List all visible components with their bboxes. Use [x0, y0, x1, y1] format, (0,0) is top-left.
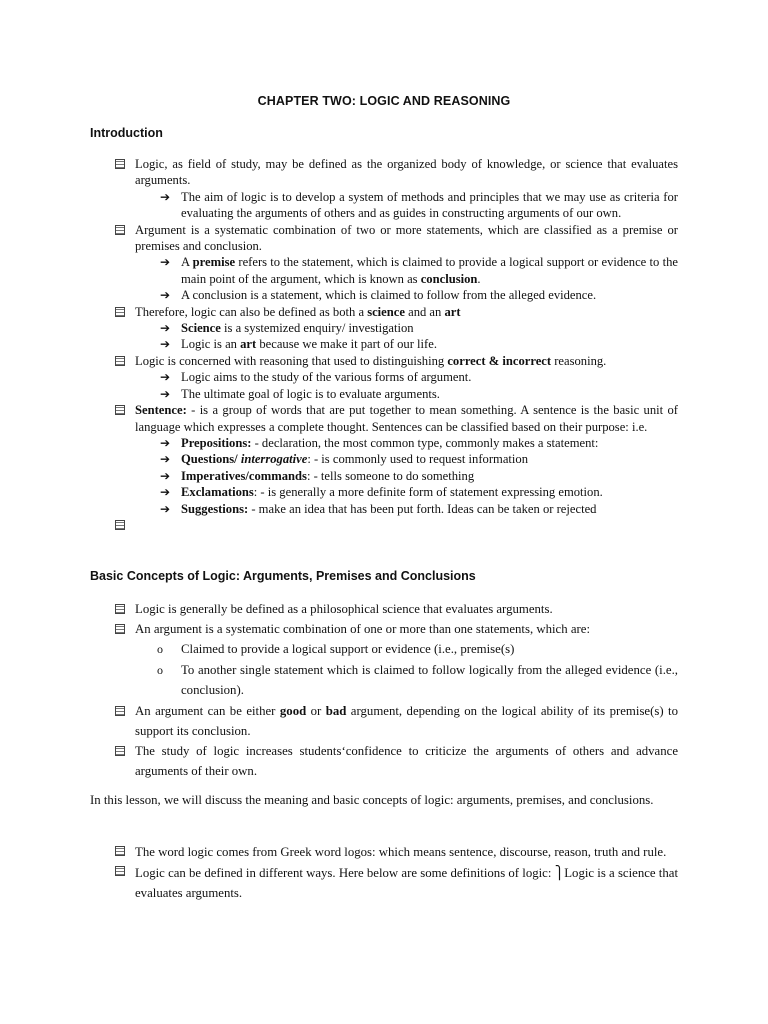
list-item: The study of logic increases students‘confidence to criticize the arguments of others and advance arguments of their own. — [0, 741, 768, 781]
book-bullet-icon — [115, 866, 125, 876]
book-bullet-icon — [115, 746, 125, 756]
arrow-bullet-icon: ➔ — [160, 321, 171, 336]
book-bullet-icon — [115, 846, 125, 856]
arrow-bullet-icon: ➔ — [160, 337, 171, 352]
concepts-list — [0, 599, 768, 781]
definitions-list — [0, 843, 768, 903]
sub-list-item: o Claimed to provide a logical support or evidence (i.e., premise(s) — [0, 639, 768, 660]
list-item: An argument is a systematic combination of one or more than one statements, which are: — [0, 619, 768, 639]
list-item: The word logic comes from Greek word logos: which means sentence, discourse, reason, truth and rule. — [0, 843, 768, 861]
list-item: Logic is generally be defined as a philosophical science that evaluates arguments. — [0, 599, 768, 619]
book-bullet-icon — [115, 225, 125, 235]
sub-list-item: ➔ Science is a systemized enquiry/ investigation — [160, 321, 414, 336]
list-item: Logic, as field of study, may be defined as the organized body of knowledge, or science that evaluates arguments. — [0, 156, 768, 189]
list-item: An argument can be either good or bad argument, depending on the logical ability of its premise(s) to support its conclusion. — [0, 701, 768, 741]
sub-list-item: ➔ Suggestions: - make an idea that has been put forth. Ideas can be taken or rejected — [160, 501, 597, 516]
list-item: Sentence: - is a group of words that are put together to mean something. A sentence is the basic unit of language which expresses a complete thought. Sentences can be classified based on their purpose: i.e. — [0, 402, 768, 435]
arrow-bullet-icon: ➔ — [160, 386, 171, 401]
arrow-bullet-icon: ➔ — [160, 485, 171, 500]
sub-list-item: ➔ Exclamations: - is generally a more definite form of statement expressing emotion. — [160, 485, 603, 500]
book-bullet-icon — [115, 307, 125, 317]
introduction-list — [0, 156, 768, 533]
book-bullet-icon — [115, 520, 125, 530]
arrow-bullet-icon: ➔ — [160, 189, 171, 204]
sub-list-item: ➔ Imperatives/commands: - tells someone to do something — [160, 468, 475, 483]
arrow-bullet-icon: ➔ — [160, 452, 171, 467]
arrow-bullet-icon: ➔ — [160, 468, 171, 483]
lesson-paragraph: In this lesson, we will discuss the meaning and basic concepts of logic: arguments, premises, and conclusions. — [90, 793, 654, 807]
book-bullet-icon — [115, 159, 125, 169]
sub-list-item: ➔ A premise refers to the statement, which is claimed to provide a logical support or evidence to the main point of the argument, which is known as conclusion. — [160, 255, 678, 286]
list-item: Therefore, logic can also be defined as both a science and an art — [0, 304, 768, 320]
sub-list-item: ➔ A conclusion is a statement, which is claimed to follow from the alleged evidence. — [160, 288, 597, 303]
book-bullet-icon — [115, 356, 125, 366]
book-bullet-icon — [115, 624, 125, 634]
book-bullet-icon — [115, 405, 125, 415]
chapter-title: CHAPTER TWO: LOGIC AND REASONING — [257, 94, 511, 108]
list-item: Argument is a systematic combination of two or more statements, which are classified as a premise or premises and conclusion. — [0, 222, 768, 255]
sub-list-item: ➔ Prepositions: - declaration, the most common type, commonly makes a statement: — [160, 435, 599, 450]
introduction-heading: Introduction — [90, 126, 163, 140]
sub-list-item: ➔ Logic aims to the study of the various forms of argument. — [160, 370, 472, 385]
arrow-bullet-icon: ➔ — [160, 501, 171, 516]
sub-list-item: ➔ Questions/ interrogative: - is commonly used to request information — [160, 452, 529, 467]
list-item: Logic can be defined in different ways. Here below are some definitions of logic: ⎫Logic is a science that evaluates arguments. — [0, 863, 768, 903]
circle-bullet-icon: o — [157, 642, 163, 656]
book-bullet-icon — [115, 604, 125, 614]
arrow-bullet-icon: ➔ — [160, 288, 171, 303]
section-heading: Basic Concepts of Logic: Arguments, Premises and Conclusions — [90, 569, 476, 583]
list-item: Logic is concerned with reasoning that used to distinguishing correct & incorrect reasoning. — [0, 353, 768, 369]
sub-list-item: ➔ The aim of logic is to develop a system of methods and principles that we may use as criteria for evaluating the arguments of others and as guides in constructing arguments of our own. — [160, 189, 678, 221]
book-bullet-icon — [115, 706, 125, 716]
arrow-bullet-icon: ➔ — [160, 370, 171, 385]
circle-bullet-icon: o — [157, 662, 163, 677]
empty-list-item — [0, 517, 768, 533]
arrow-bullet-icon: ➔ — [160, 435, 171, 450]
sub-list-item: o To another single statement which is claimed to follow logically from the alleged evidence (i.e., conclusion). — [0, 660, 768, 701]
sub-list-item: ➔ Logic is an art because we make it part of our life. — [160, 337, 437, 352]
arrow-bullet-icon: ➔ — [160, 255, 171, 270]
sub-list-item: ➔ The ultimate goal of logic is to evaluate arguments. — [160, 386, 440, 401]
